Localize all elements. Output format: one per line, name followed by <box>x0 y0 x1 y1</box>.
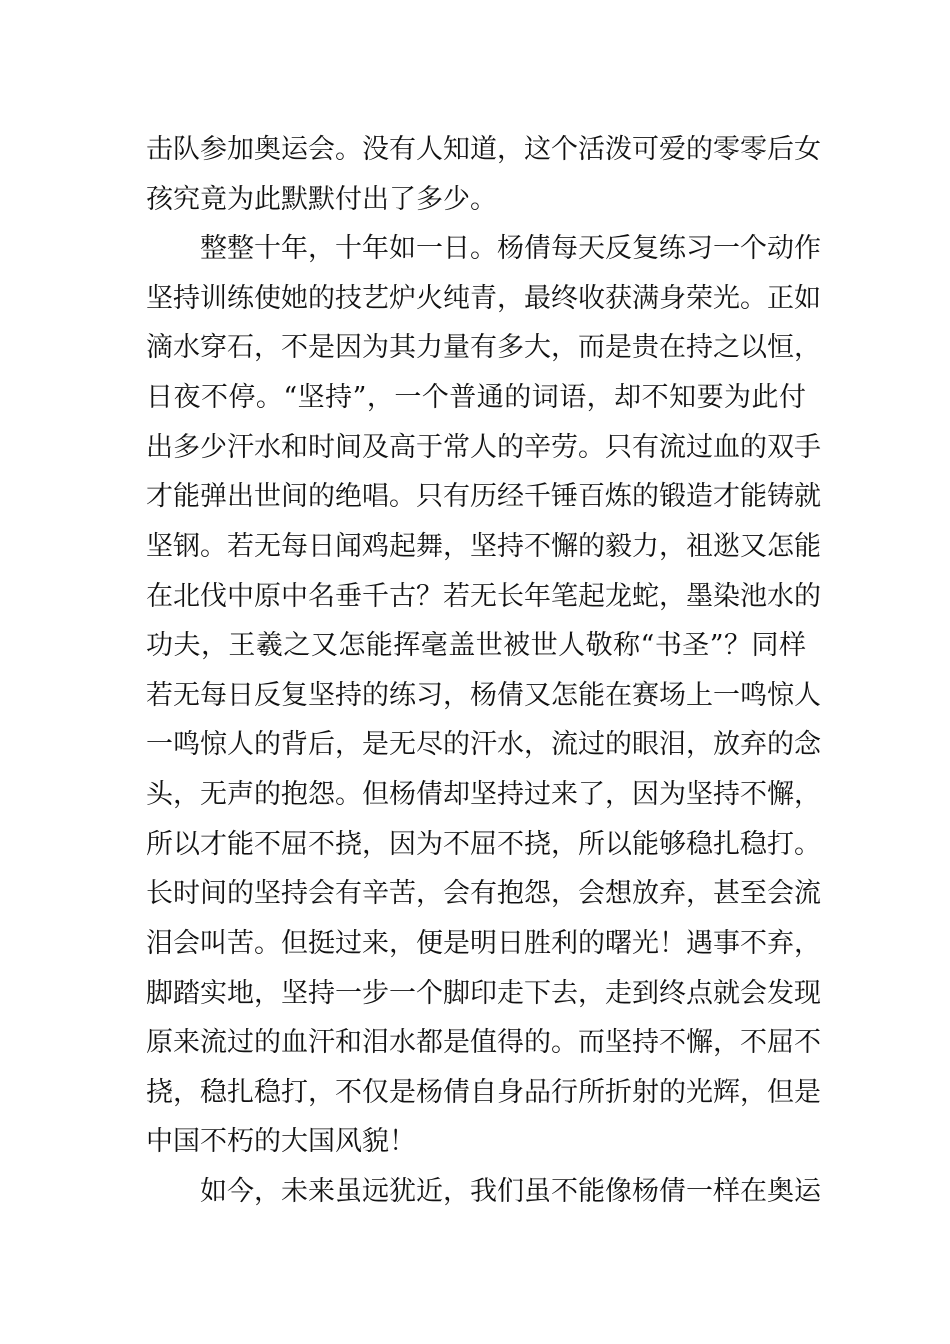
text-line: 坚钢。若无每日闻鸡起舞，坚持不懈的毅力，祖逖又怎能 <box>146 531 821 562</box>
text-line: 原来流过的血汗和泪水都是值得的。而坚持不懈，不屈不 <box>146 1027 821 1058</box>
text-line: 整整十年，十年如一日。杨倩每天反复练习一个动作 <box>200 233 821 264</box>
text-line: 孩究竟为此默默付出了多少。 <box>146 184 497 215</box>
text-line: 中国不朽的大国风貌！ <box>146 1126 416 1157</box>
text-line: 击队参加奥运会。没有人知道，这个活泼可爱的零零后女 <box>146 134 821 165</box>
text-line: 长时间的坚持会有辛苦，会有抱怨，会想放弃，甚至会流 <box>146 878 821 909</box>
text-line: 挠，稳扎稳打，不仅是杨倩自身品行所折射的光辉，但是 <box>146 1077 821 1108</box>
text-line: 脚踏实地，坚持一步一个脚印走下去，走到终点就会发现 <box>146 978 821 1009</box>
text-line: 才能弹出世间的绝唱。只有历经千锤百炼的锻造才能铸就 <box>146 481 821 512</box>
text-line: 若无每日反复坚持的练习，杨倩又怎能在赛场上一鸣惊人 <box>146 680 821 711</box>
text-line: 所以才能不屈不挠，因为不屈不挠，所以能够稳扎稳打。 <box>146 829 821 860</box>
text-line: 出多少汗水和时间及高于常人的辛劳。只有流过血的双手 <box>146 432 821 463</box>
text-line: 如今，未来虽远犹近，我们虽不能像杨倩一样在奥运 <box>200 1176 821 1207</box>
text-line: 滴水穿石，不是因为其力量有多大，而是贵在持之以恒， <box>146 332 821 363</box>
text-line: 坚持训练使她的技艺炉火纯青，最终收获满身荣光。正如 <box>146 283 821 314</box>
text-line: 在北伐中原中名垂千古？若无长年笔起龙蛇，墨染池水的 <box>146 581 821 612</box>
text-line: 一鸣惊人的背后，是无尽的汗水，流过的眼泪，放弃的念 <box>146 729 821 760</box>
text-line: 日夜不停。“坚持”，一个普通的词语，却不知要为此付 <box>146 382 806 413</box>
text-line: 泪会叫苦。但挺过来，便是明日胜利的曙光！遇事不弃， <box>146 928 821 959</box>
text-line: 头，无声的抱怨。但杨倩却坚持过来了，因为坚持不懈， <box>146 779 821 810</box>
text-line: 功夫，王羲之又怎能挥毫盖世被世人敬称“书圣”？同样 <box>146 630 806 661</box>
